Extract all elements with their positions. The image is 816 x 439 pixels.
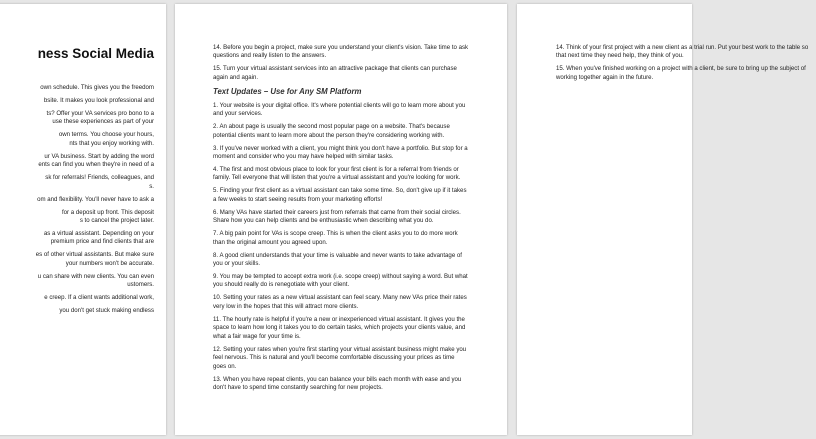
paragraph: sk for referrals! Friends, colleagues, and s. (45, 174, 154, 190)
paragraph: u can share with new clients. You can even ustomers. (37, 272, 154, 289)
page-top-margin (556, 4, 816, 44)
paragraph: for a deposit up front. This deposit s to cancel the project later. (61, 208, 154, 225)
paragraph: own schedule. This gives you the freedom (40, 84, 154, 91)
paragraph: 11. The hourly rate is helpful if you're a new or inexperienced virtual assistant. It gives you the space to learn how long it takes you to do certain tasks, which projects your clients value, and what a fair wage for your time is. (213, 315, 466, 340)
paragraph: as a virtual assistant. Depending on your premium price and find clients that are (43, 230, 154, 246)
paragraph: 2. An about page is usually the second most popular page on a website. That's because potential clients want to learn more about the person they're considering working with. (213, 123, 450, 139)
paragraph: 8. A good client understands that your time is valuable and never wants to take advantage of you or your skills. (213, 251, 462, 268)
paragraph: 5. Finding your first client as a virtual assistant can take some time. So, don't give up if it takes a few weeks to start seeing results from your marketing efforts! (213, 187, 467, 203)
paragraph: 1. Your website is your digital office. It's where potential clients will go to learn more about you and your services. (213, 101, 466, 118)
paragraph: es of other virtual assistants. But make sure your numbers won't be accurate. (35, 251, 154, 267)
paragraph: 7. A big pain point for VAs is scope creep. This is when the client asks you to do more work than the original amount you agreed upon. (213, 230, 458, 246)
paragraph: 13. When you have repeat clients, you can balance your bills each month with ease and you don't have to spend time constantly searching for new projects. (213, 375, 462, 391)
document-title: ness Social Media (37, 46, 154, 61)
document-page-left (0, 4, 166, 435)
paragraph: 14. Before you begin a project, make sure you understand your client's vision. Take time to ask questions and really listen to the answers. (213, 44, 469, 60)
left-paragraph-list (0, 84, 154, 316)
paragraph: bsite. It makes you look professional and (43, 97, 154, 104)
document-page-center (175, 4, 507, 435)
paragraph: 9. You may be tempted to accept extra work (i.e. scope creep) without saying a word. But what you should really do is renegotiate with your client. (213, 273, 468, 289)
paragraph: own terms. You choose your hours, nts that you enjoy working with. (58, 131, 154, 147)
paragraph: you don't get stuck making endless (59, 307, 154, 315)
center-intro-list (213, 44, 469, 82)
paragraph: ur VA business. Start by adding the word ents can find you when they're in need of a (38, 152, 154, 169)
paragraph: 3. If you've never worked with a client, you might think you don't have a portfolio. But stop for a moment and consider who you may have helped with similar tasks. (213, 144, 468, 161)
page-right-content (556, 4, 816, 87)
paragraph: 12. Setting your rates when you're first starting your virtual assistant business might make you feel nervous. This is natural and you'll become comfortable discussing your prices as time goes on. (213, 345, 467, 370)
section-heading: Text Updates – Use for Any SM Platform (213, 86, 362, 96)
paragraph: 15. Turn your virtual assistant services into an attractive package that clients can purchase again and again. (213, 65, 457, 81)
paragraph: 10. Setting your rates as a new virtual assistant can feel scary. Many new VAs price their rates very low in the hopes that this will attract more clients. (213, 294, 467, 310)
paragraph: ts? Offer your VA services pro bono to a use these experiences as part of your (46, 110, 154, 126)
paragraph: e creep. If a client wants additional work, (44, 294, 154, 302)
paragraph: 15. When you've finished working on a project with a client, be sure to bring up the subject of working together again in the future. (556, 65, 806, 81)
paragraph: 4. The first and most obvious place to look for your first client is for a referral from friends or family. Tell everyone that will listen that you're a virtual assistant and you're looking for work. (213, 166, 461, 182)
page-top-margin (213, 4, 469, 44)
paragraph: 6. Many VAs have started their careers just from referrals that came from their social circles. Share how you can help clients and be enthusiastic when describing what you do. (213, 208, 461, 225)
document-page-right (517, 4, 809, 435)
center-paragraph-list (213, 102, 469, 393)
paragraph: om and flexibility. You'll never have to ask a (37, 195, 154, 203)
right-paragraph-list (556, 44, 816, 82)
page-center-content (213, 4, 469, 397)
page-left-content (0, 4, 154, 320)
paragraph: 14. Think of your first project with a new client as a trial run. Put your best work to the table so that next time they need help, they think of you. (556, 44, 809, 60)
